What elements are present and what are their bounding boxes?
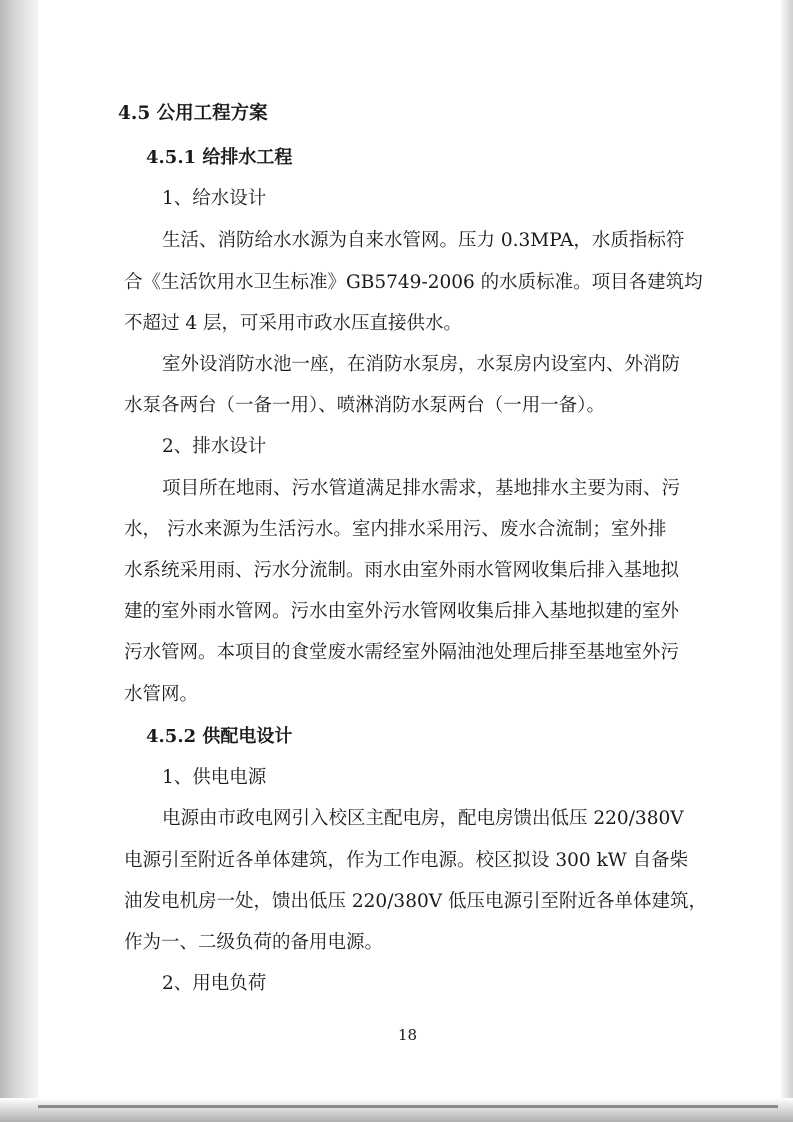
item-heading-power-source: 1、供电电源: [162, 767, 267, 788]
subsection-title-water: 4.5.1 给排水工程: [146, 147, 293, 168]
section-title: 4.5 公用工程方案: [118, 103, 268, 124]
paragraph-line: 水， 污水来源为生活污水。室内排水采用污、废水合流制；室外排: [124, 519, 667, 540]
paragraph-line: 电源引至附近各单体建筑，作为工作电源。校区拟设 300 kW 自备柴: [124, 850, 689, 871]
paragraph-line: 合《生活饮用水卫生标准》GB5749-2006 的水质标准。项目各建筑均: [124, 272, 703, 293]
paragraph-line: 生活、消防给水水源为自来水管网。压力 0.3MPA，水质指标符: [162, 230, 685, 251]
paragraph-line: 不超过 4 层，可采用市政水压直接供水。: [124, 313, 463, 334]
paragraph-line: 污水管网。本项目的食堂废水需经室外隔油池处理后排至基地室外污: [124, 642, 680, 663]
paragraph-line: 建的室外雨水管网。污水由室外污水管网收集后排入基地拟建的室外: [124, 601, 680, 622]
paragraph-line: 水泵各两台（一备一用）、喷淋消防水泵两台（一用一备）。: [124, 395, 606, 416]
scan-left-shadow: [0, 0, 38, 1122]
paragraph-line: 水管网。: [124, 684, 199, 705]
paragraph-line: 水系统采用雨、污水分流制。雨水由室外雨水管网收集后排入基地拟: [124, 560, 680, 581]
subsection-title-power: 4.5.2 供配电设计: [146, 726, 293, 747]
scan-bottom-shadow: [0, 1098, 793, 1122]
scan-bottom-edge: [38, 1105, 778, 1108]
item-heading-power-load: 2、用电负荷: [162, 973, 267, 994]
page-number: 18: [398, 1026, 418, 1044]
paragraph-line: 作为一、二级负荷的备用电源。: [124, 932, 384, 953]
paragraph-line: 室外设消防水池一座，在消防水泵房，水泵房内设室内、外消防: [162, 354, 681, 375]
paragraph-line: 项目所在地雨、污水管道满足排水需求，基地排水主要为雨、污: [162, 478, 681, 499]
paragraph-line: 电源由市政电网引入校区主配电房，配电房馈出低压 220/380V: [162, 808, 684, 829]
paragraph-line: 油发电机房一处，馈出低压 220/380V 低压电源引至附近各单体建筑，: [124, 891, 707, 912]
item-heading-water-supply: 1、给水设计: [162, 188, 267, 209]
scan-right-shadow: [781, 0, 793, 1122]
item-heading-drainage: 2、排水设计: [162, 436, 267, 457]
